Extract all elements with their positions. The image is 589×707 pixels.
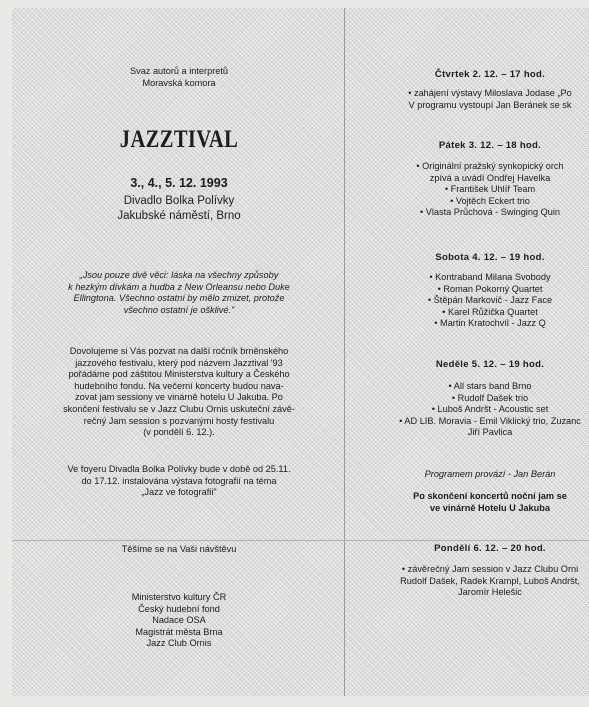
program-line: Jaromír Helešic [458,587,522,598]
quote-line: „Jsou pouze dvě věci: láska na všechny způsoby [79,270,279,280]
invitation-line: skončení festivalu se v Jazz Clubu Ornis uskuteční závě- [63,403,295,414]
thursday-program [345,88,589,111]
welcome-text: Těšíme se na Vaši návštěvu [121,544,237,554]
program-line: • závěrečný Jam session v Jazz Clubu Orni [401,564,579,574]
sponsors-list [48,592,310,650]
venue-line: Jakubské náměstí, Brno [117,210,241,222]
organizer-line: Svaz autorů a interpretů [129,66,229,76]
monday-heading: Pondělí 6. 12. – 20 hod. [434,543,546,554]
program-line: • Vojtěch Eckert trio [450,195,530,206]
program-line: • Karel Růžička Quartet [442,306,538,317]
thursday-heading: Čtvrtek 2. 12. – 17 hod. [434,69,546,80]
program-line: • Vlasta Průchová - Swinging Quin [419,207,561,218]
program-line: Rudolf Dašek, Radek Krampl, Luboš Andršt, [400,575,580,586]
program-line: • Roman Pokorný Quartet [437,283,543,294]
sunday-heading: Neděle 5. 12. – 19 hod. [435,359,545,370]
organizer-block [48,66,310,89]
quote-line: všechno ostatní je ošklivé." [123,304,235,315]
sponsor-item: Ministerstvo kultury ČR [131,592,227,602]
program-line: zpívá a uvádí Ondřej Havelka [429,172,551,183]
saturday-program [345,272,589,330]
program-line: • Rudolf Dašek trio [451,392,529,403]
invitation-line: (v pondělí 6. 12.). [143,427,215,438]
invitation-line: Dovolujeme si Vás pozvat na další ročník brněnského [69,346,289,356]
quote-block [48,270,310,316]
sponsor-item: Magistrát města Brna [135,626,223,637]
sponsor-item: Český hudební fond [138,603,220,614]
invitation-line: rečný Jam session s pozvanými hosty festivalu [83,415,275,426]
after-note-line: Po skončení koncertů noční jam se [413,491,567,501]
after-note-line: ve vinárně Hotelu U Jakuba [430,502,550,513]
invitation-line: pořádáme pod záštitou Ministerstva kultury a Českého [68,369,290,380]
program-line: • Originální pražský synkopický orch [416,161,564,171]
program-line: Jiří Pavlica [467,427,513,438]
program-line: • Štěpán Markovič - Jazz Face [427,295,553,306]
sponsor-item: Jazz Club Ornis [146,638,212,649]
program-line: • Luboš Andršt - Acoustic set [431,404,549,415]
venue-block [48,194,310,224]
saturday-heading: Sobota 4. 12. – 19 hod. [435,252,545,263]
program-panel [345,8,589,696]
program-line: • zahájení výstavy Miloslava Jodase „Po [408,88,572,98]
program-line: V programu vystoupí Jan Beránek se sk [408,99,572,110]
invitation-paragraph [48,346,310,439]
festival-title: JAZZTIVAL [119,126,239,153]
exhibition-paragraph [48,464,310,499]
sunday-program [345,381,589,439]
exhibition-line: do 17.12. instalována výstava fotografií na téma [81,475,277,486]
organizer-line: Moravská komora [142,77,216,88]
left-panel [12,8,344,696]
festival-dates: 3., 4., 5. 12. 1993 [130,176,228,190]
program-line: • Martin Kratochvíl - Jazz Q [434,318,546,329]
quote-line: k hezkým dívkám a hudba z New Orleansu nebo Duke [68,281,290,292]
friday-program [345,161,589,219]
monday-program [345,564,589,599]
program-line: • Kontraband Milana Svobody [429,272,551,282]
exhibition-line: „Jazz ve fotografii" [141,487,217,498]
moderator-line: Programem provází - Jan Berán [424,469,556,479]
program-line: • AD LIB. Moravia - Emil Viklický trio, Zuzanc [399,415,581,426]
venue-line: Divadlo Bolka Polívky [123,195,235,207]
program-line: • All stars band Brno [448,381,532,391]
invitation-line: hudebního fondu. Na večerní koncerty budou nava- [74,380,284,391]
sponsor-item: Nadace OSA [152,615,206,626]
quote-line: Ellingtona. Všechno ostatní by mělo zmizet, protože [73,293,285,304]
program-line: • František Uhlíř Team [444,184,536,195]
leaflet-sheet [12,8,589,696]
invitation-line: zovat jam sessiony ve vinárně hotelu U Jakuba. Po [75,392,283,403]
after-concert-note [345,491,589,514]
invitation-line: jazzového festivalu, který pod názvem Jazztival '93 [75,357,283,368]
exhibition-line: Ve foyeru Divadla Bolka Polívky bude v době od 25.11. [67,464,291,474]
friday-heading: Pátek 3. 12. – 18 hod. [438,140,542,151]
